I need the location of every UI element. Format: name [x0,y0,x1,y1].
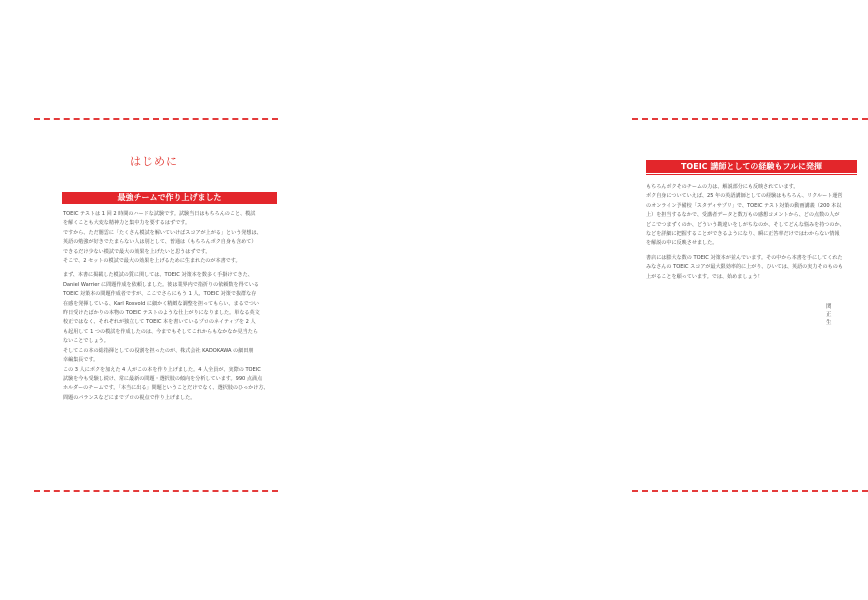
text-line: ですから、ただ闇雲に「たくさん模試を解いていけばスコアが上がる」という発想は、 [63,229,262,236]
text-line: ボク自身についていえば、25 年の英語講師としての経験はもちろん、リクルート運営 [646,193,843,200]
text-line: 幸編集長です。 [63,357,99,364]
text-line: TOEIC 対策本の問題作成者ですが、ここでさらにもう 1 人、TOEIC 対策で抜群な存 [63,291,257,298]
right-page [300,0,845,600]
bottom-divider [34,490,278,492]
paragraph [646,183,862,249]
author-signature: 関 正生 [826,304,832,326]
text-line: そこで、2 セットの模試で最大の効果を上げるために生まれたのが本書です。 [63,258,241,265]
text-line: 校正ではなく、それぞれが独立して TOEIC 本を書いているプロのネイティブを 2 人 [63,319,256,326]
text-line: できるだけ少ない模試で最大の効果を上げたいと思うはずです。 [63,248,211,255]
body-text [63,210,279,408]
text-line: を解くことも大変な精神力と集中力を要するはずです。 [63,220,191,227]
paragraph [646,254,862,282]
section-banner: 最強チームで作り上げました [62,192,277,204]
bottom-divider [632,490,868,492]
text-line: 試験を今も受験し続け、常に最新の問題・選択肢の傾向を分析しています。990 点満点 [63,375,263,382]
text-line: みなさんの TOEIC スコアが最大限効率的に上がり、ひいては、英語の実力そのものも [646,264,843,271]
text-line: などを詳細に把握することができるようになり、瞬に正答率だけではわからない情報 [646,231,840,238]
text-line: ないことでしょう。 [63,338,109,345]
top-divider [632,118,868,120]
text-line: ホルダーのチームです。「本当に出る」問題ということだけでなく、選択肢のひっかけ方、 [63,385,269,392]
page-title: はじめに [130,155,178,168]
text-line: Daniel Warrier に問題作成を依頼しました。彼は業界内で指折りの依頼数を得ている [63,281,259,288]
top-divider [34,118,278,120]
text-line: TOEIC テストは 1 回 2 時間のハードな試験です。試験当日はもちろんのこと、模試 [63,211,256,217]
text-line: この 3 人にボクを加えた 4 人がこの本を作り上げました。4 人全員が、実際の TOEIC [63,366,261,373]
text-line: 昨日受けたばかりの本物の TOEIC テストのような仕上がりになりました。単なる英文 [63,310,260,317]
text-line: 問題のバランスなどにまでプロの視点で作り上げました。 [63,394,196,401]
paragraph [63,271,279,403]
text-line: 上がることを願っています。では、始めましょう！ [646,273,763,280]
text-line: のオンライン予備校「スタディサプリ」で、TOEIC テスト対策の動画講義（200 本以 [646,202,842,209]
text-line: 在感を発揮している、Karl Rosvold に細かく精緻な調整を担ってもらい、まるでつい [63,300,259,307]
body-text [646,183,862,287]
text-line: まず、本書に掲載した模試の質に関しては、TOEIC 対策本を数多く手掛けてきた、 [63,272,253,279]
paragraph [63,210,279,266]
text-line: 英語の勉強が好きでたまらない人は別として、普通は（もちろんボク自身も含めて） [63,239,257,246]
text-line: もちろんボクそのチームの力は、解説部分にも反映されています。 [646,184,799,190]
text-line: 書店には膨大な数の TOEIC 対策本が並んでいます。その中から本書を手にしてくれた [646,254,843,261]
text-line: そしてこの本の総指揮としての役割を担ったのが、株式会社 KADOKAWA の細田朋 [63,347,254,354]
text-line: を解説の中に反映させました。 [646,240,718,247]
text-line: 上）を担当するなかで、受講者データと数万もの感想コメントから、どの点数の人が [646,212,840,219]
left-page [0,0,300,600]
text-line: どこでつまずくのか、どういう勘違いをしがちなのか、そしてどんな悩みを持つのか、 [646,221,845,228]
section-banner: TOEIC 講師としての経験もフルに発揮 [646,160,857,173]
text-line: も起用して 1 つの模試を作成したのは、今までもそしてこれからもなかなか見当たら [63,328,258,335]
